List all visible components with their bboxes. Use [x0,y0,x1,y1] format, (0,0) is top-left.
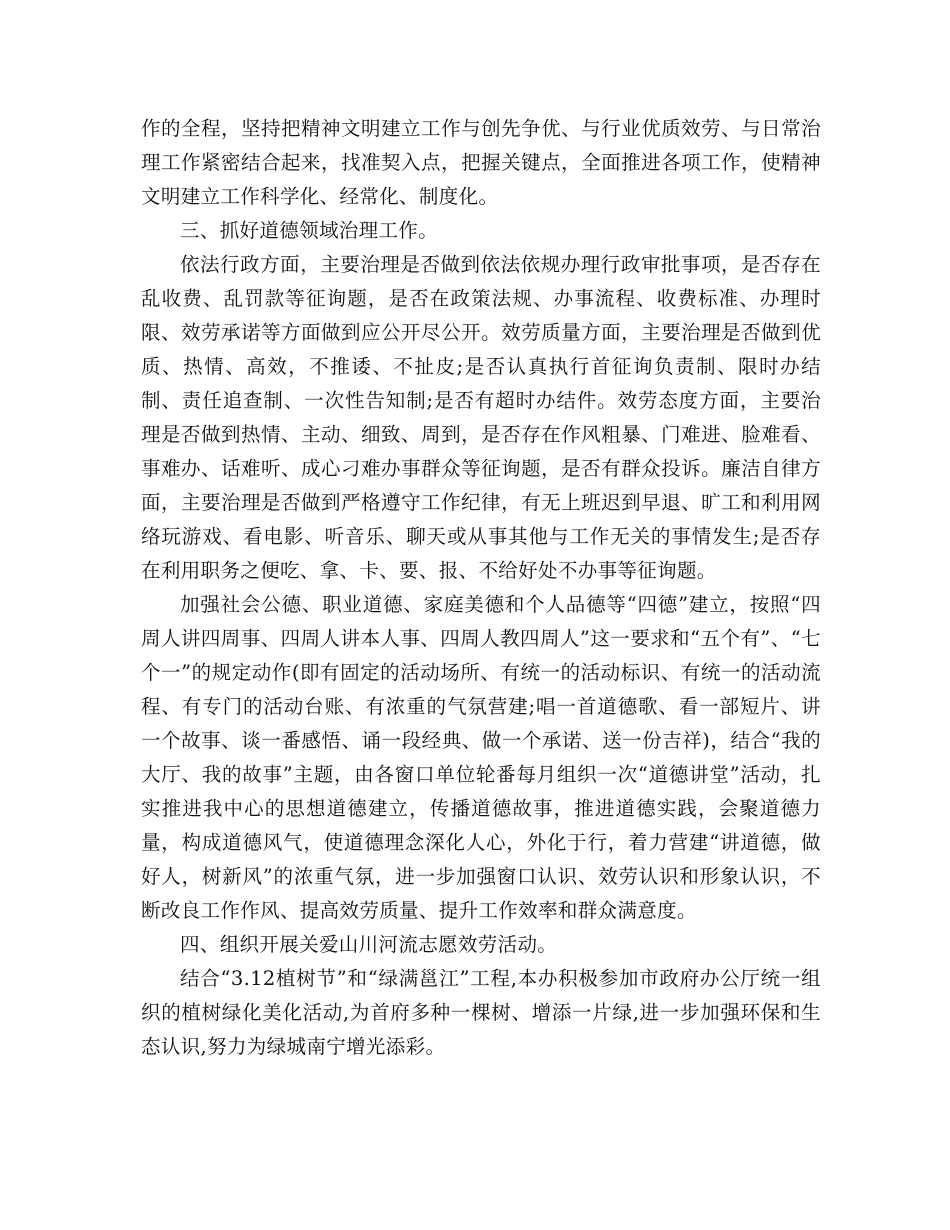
section-heading-4: 四、组织开展关爱山川河流志愿效劳活动。 [180,933,558,956]
paragraph-four-virtues: 加强社会公德、职业道德、家庭美德和个人品德等“四德”建立，按照“四周人讲四周事、四周人讲本人事、四周人教四周人”这一要求和“五个有”、“七个一”的规定动作(即有固定的活动场所、有统一的活动标识、有统一的活动流程、有专门的活动台账、有浓重的气氛营建;唱一首道德歌、看一部短片、讲一个故事、谈一番感悟、诵一段经典、做一个承诺、送一份吉祥)，结合“我的大厅、我的故事”主题，由各窗口单位轮番每月组织一次“道德讲堂”活动，扎实推进我中心的思想道德建立，传播道德故事，推进道德实践，会聚道德力量，构成道德风气，使道德理念深化人心，外化于行，着力营建“讲道德，做好人，树新风”的浓重气氛，进一步加强窗口认识、效劳认识和形象认识，不断改良工作作风、提高效劳质量、提升工作效率和群众满意度。 [141,593,821,922]
document-body [141,112,821,1064]
section-heading-3: 三、抓好道德领域治理工作。 [180,219,439,242]
paragraph-tree-planting: 结合“3.12植树节”和“绿满邕江”工程,本办积极参加市政府办公厅统一组织的植树绿化美化活动,为首府多种一棵树、增添一片绿,进一步加强环保和生态认识,努力为绿城南宁增光添彩。 [141,967,821,1058]
paragraph-continued: 作的全程，坚持把精神文明建立工作与创先争优、与行业优质效劳、与日常治理工作紧密结合起来，找准契入点，把握关键点，全面推进各项工作，使精神文明建立工作科学化、经常化、制度化。 [141,117,821,208]
paragraph-governance: 依法行政方面，主要治理是否做到依法依规办理行政审批事项，是否存在乱收费、乱罚款等征询题，是否在政策法规、办事流程、收费标准、办理时限、效劳承诺等方面做到应公开尽公开。效劳质量方面，主要治理是否做到优质、热情、高效，不推诿、不扯皮;是否认真执行首征询负责制、限时办结制、责任追查制、一次性告知制;是否有超时办结件。效劳态度方面，主要治理是否做到热情、主动、细致、周到，是否存在作风粗暴、门难进、脸难看、事难办、话难听、成心刁难办事群众等征询题，是否有群众投诉。廉洁自律方面，主要治理是否做到严格遵守工作纪律，有无上班迟到早退、旷工和利用网络玩游戏、看电影、听音乐、聊天或从事其他与工作无关的事情发生;是否存在利用职务之便吃、拿、卡、要、报、不给好处不办事等征询题。 [141,253,821,582]
